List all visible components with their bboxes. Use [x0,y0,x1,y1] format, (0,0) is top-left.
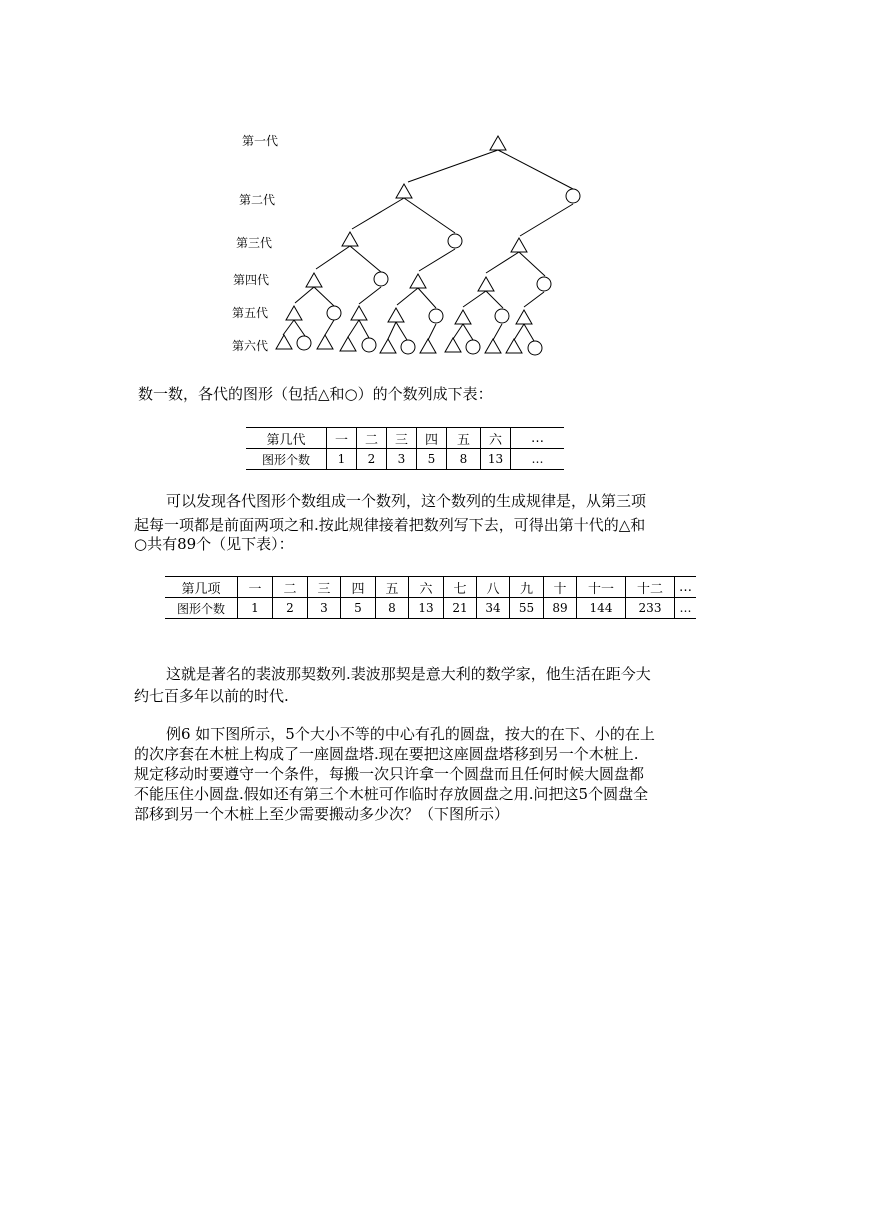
paragraph-line: 起每一项都是前面两项之和.按此规律接着把数列写下去，可得出第十代的△和 [134,516,646,534]
paragraph-line: 可以发现各代图形个数组成一个数列，这个数列的生成规律是，从第三项 [166,492,647,510]
paragraph-line: ○共有89个（见下表）： [134,535,294,553]
triangle-icon [511,238,527,252]
table-cell: 十 [544,577,577,598]
triangle-icon [445,338,461,352]
table-cell: 5 [417,449,447,470]
circle-icon [466,340,480,354]
table-cell: 144 [577,598,626,619]
table-cell: 一 [238,577,273,598]
table-cell: 十二 [626,577,675,598]
table-row [246,449,564,470]
circle-icon [566,189,580,203]
table-cell: 二 [273,577,308,598]
table-cell: 2 [357,449,387,470]
triangle-icon [351,306,367,320]
generation-label-5: 第五代 [232,306,269,320]
triangle-icon [286,306,302,320]
table-cell: 55 [510,598,544,619]
table-cell: 四 [341,577,376,598]
table-cell: … [675,598,697,619]
table-cell: 第几代 [246,428,327,449]
triangle-icon [516,310,532,324]
table-cell: 四 [417,428,447,449]
triangle-icon [410,274,426,288]
triangle-icon [396,184,412,198]
table-cell: 一 [327,428,357,449]
table-cell: 图形个数 [165,598,238,619]
triangle-icon [340,337,356,351]
table-cell: … [675,577,697,598]
table-cell: 三 [308,577,341,598]
generation-label-3: 第三代 [236,236,273,250]
table-header-row [165,577,696,598]
paragraph-line: 部移到另一个木桩上至少需要搬动多少次？（下图所示） [134,805,510,823]
table-cell: 3 [308,598,341,619]
table-cell: … [511,428,565,449]
table-cell: 89 [544,598,577,619]
triangle-icon [485,339,501,353]
table-cell: 1 [238,598,273,619]
triangle-icon [388,308,404,322]
triangle-icon [455,310,471,324]
circle-icon [528,341,542,355]
triangle-icon [420,339,436,353]
triangle-icon [276,335,292,349]
generation-label-6: 第六代 [232,339,269,353]
table-cell: 233 [626,598,675,619]
table-cell: 十一 [577,577,626,598]
paragraph-line: 不能压住小圆盘.假如还有第三个木桩可作临时存放圆盘之用.问把这5个圆盘全 [134,785,649,803]
table-cell: 图形个数 [246,449,327,470]
paragraph-line: 这就是著名的裴波那契数列.裴波那契是意大利的数学家，他生活在距今大 [166,665,651,683]
circle-icon [374,272,388,286]
circle-icon [297,336,311,350]
circle-icon [401,340,415,354]
table-cell: 8 [447,449,481,470]
table-cell: 五 [376,577,409,598]
table-cell: 13 [409,598,444,619]
table-cell: 七 [444,577,477,598]
circle-icon [495,309,509,323]
triangle-icon [342,232,358,246]
table-cell: … [511,449,565,470]
table-cell: 34 [477,598,510,619]
triangle-icon [506,339,522,353]
triangle-icon [490,136,506,150]
triangle-icon [306,273,322,287]
table-cell: 3 [387,449,417,470]
triangle-icon [380,339,396,353]
intro-text: 数一数，各代的图形（包括△和○）的个数列成下表： [138,385,493,403]
table-cell: 1 [327,449,357,470]
circle-icon [537,277,551,291]
paragraph-line: 例6 如下图所示，5个大小不等的中心有孔的圆盘，按大的在下、小的在上 [166,725,655,743]
generation-count-table [246,427,564,470]
table-cell: 8 [376,598,409,619]
table-cell: 九 [510,577,544,598]
table-cell: 第几项 [165,577,238,598]
table-cell: 六 [409,577,444,598]
paragraph-line: 的次序套在木桩上构成了一座圆盘塔.现在要把这座圆盘塔移到另一个木桩上. [134,745,639,763]
table-cell: 二 [357,428,387,449]
table-header-row [246,428,564,449]
generation-label-1: 第一代 [242,134,279,148]
table-cell: 21 [444,598,477,619]
fibonacci-table [165,576,696,619]
circle-icon [429,309,443,323]
generation-label-4: 第四代 [233,273,270,287]
triangle-icon [478,277,494,291]
table-cell: 六 [481,428,511,449]
table-row [165,598,696,619]
table-cell: 2 [273,598,308,619]
circle-icon [448,234,462,248]
family-tree-diagram [0,0,869,370]
table-cell: 五 [447,428,481,449]
paragraph-line: 规定移动时要遵守一个条件，每搬一次只许拿一个圆盘而且任何时候大圆盘都 [134,765,645,783]
triangle-icon [317,335,333,349]
paragraph-line: 约七百多年以前的时代. [134,687,289,705]
table-cell: 5 [341,598,376,619]
table-cell: 13 [481,449,511,470]
table-cell: 三 [387,428,417,449]
generation-label-2: 第二代 [239,193,276,207]
table-cell: 八 [477,577,510,598]
circle-icon [362,338,376,352]
circle-icon [327,306,341,320]
